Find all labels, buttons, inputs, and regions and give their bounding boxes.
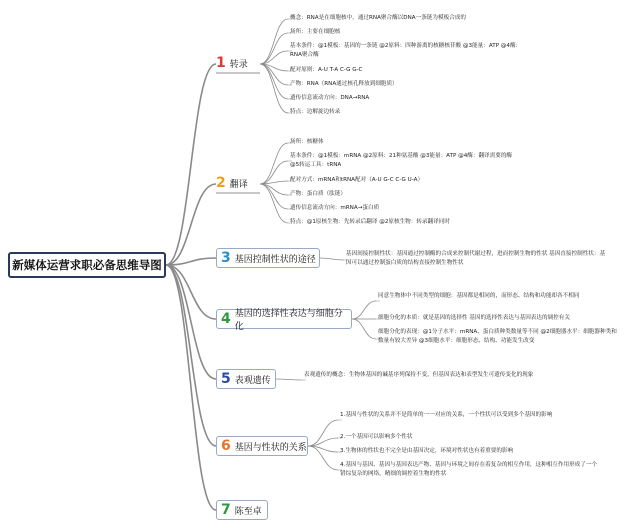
branch-leaf-connector — [260, 143, 288, 184]
leaf-text: 基本条件：@1模板：mRNA @2原料：21种氨基酸 @3能量：ATP @4酶：翻译需要的酶 @5转运工具：tRNA — [290, 153, 513, 168]
leaf-text: 遗传信息流动方向：mRNA→蛋白质 — [290, 205, 380, 211]
leaf-text: 产物：蛋白质（肽链） — [290, 191, 346, 197]
root-branch-connector — [166, 184, 216, 265]
root-branch-connector — [166, 265, 216, 510]
leaf-text: 产物：RNA（RNA通过核孔释放到细胞质） — [290, 81, 398, 87]
leaf-text: 3.生物体的性状也不完全是由基因决定，环境对性状也有着重要的影响 — [340, 448, 514, 454]
leaf-text: 场所：主要在细胞核 — [290, 29, 341, 35]
leaf-text: 特点：@1原核生物：先转录后翻译 @2原核生物：转录翻译同时 — [290, 219, 450, 225]
leaf-text: 4.基因与基因、基因与基因表达产物、基因与环境之间存在着复杂的相互作用，这种相互作用形成了一个错综复杂的网络，精细的调控着生物的性状 — [340, 462, 598, 477]
leaf-text: 基因间接控制性状：基因通过控制酶的合成来控制代谢过程，进而控制生物的性状 基因直接控制性状：基因可以通过控制蛋白质的结构直接控制生物性状 — [346, 251, 606, 266]
branch-number: 6 — [221, 438, 231, 454]
branch-number: 1 — [216, 55, 226, 71]
branch-node-transcription — [216, 54, 260, 74]
leaf-text: 遗传信息流动方向：DNA→RNA — [290, 95, 370, 101]
branch-node-author — [216, 500, 268, 520]
leaf-text: 同意生物体中不同类型的细胞：基因都是相同的，而形态、结构和功能却各不相同 — [378, 293, 580, 299]
branch-leaf-connector — [260, 33, 288, 64]
branch-label: 翻译 — [229, 179, 248, 190]
branch-leaf-connector — [260, 64, 288, 113]
leaf-text: 表观遗传的概念：生物体基因的碱基序列保持不变，但基因表达和表型发生可遗传变化的现象 — [304, 372, 534, 378]
branch-node-gene-control — [216, 248, 320, 268]
branch-leaf-connector — [320, 258, 344, 260]
branch-number: 4 — [221, 311, 231, 327]
leaf-text: 基本条件：@1模板：基因的一条链 @2原料：四种游离的核糖核苷酸 @3能量：ATP @4酶：RNA聚合酶 — [290, 43, 522, 58]
root-title: 新媒体运营求职必备思维导图 — [12, 258, 162, 272]
branch-node-translation — [216, 174, 260, 194]
branch-node-gene-trait — [216, 436, 308, 456]
branch-node-selective-expression — [216, 309, 352, 332]
branch-leaf-connector — [260, 184, 288, 209]
leaf-text: 细胞分化的本质：就是基因的选择性 基因的选择性表达与基因表达的调控有关 — [378, 315, 570, 321]
root-node — [8, 252, 166, 278]
leaf-text: 概念：RNA是在细胞核中，通过RNA聚合酶以DNA一条链为模板合成的 — [290, 15, 466, 21]
branch-label: 基因与性状的关系 — [234, 442, 307, 453]
leaf-text: 1.基因与性状的关系并不是简单的一一对应的关系，一个性状可以受到多个基因的影响 — [340, 412, 553, 418]
branch-number: 2 — [216, 175, 226, 191]
leaf-text: 配对原则：A-U T-A C-G G-C — [290, 67, 363, 73]
branch-leaf-connector — [352, 319, 376, 339]
branch-leaf-connector — [276, 379, 302, 380]
leaf-text: 场所：核糖体 — [290, 139, 324, 145]
branch-leaf-connector — [308, 446, 338, 470]
leaf-text: 2.一个基因可以影响多个性状 — [340, 434, 413, 440]
branch-number: 7 — [221, 502, 231, 518]
branch-label: 表观遗传 — [234, 375, 271, 386]
branch-leaf-connector — [352, 301, 376, 319]
branch-label: 基因的选择性表达与细胞分化 — [234, 309, 343, 332]
root-branch-connector — [166, 64, 216, 265]
leaf-text: 配对方式：mRNA和tRNA配对（A-U G-C C-G U-A） — [290, 177, 424, 183]
leaf-text: 特点：边解旋边转录 — [290, 109, 341, 115]
branch-label: 转录 — [229, 59, 248, 70]
branch-node-epigenetics — [216, 369, 276, 389]
leaf-text: 细胞分化的表现：@1分子水平：mRNA、蛋白质种类数量等不同 @2细胞器水平：细胞器种类和数量有较大差异 @3细胞水平：细胞形态、结构、功能发生改变 — [378, 329, 617, 344]
branch-label: 基因控制性状的途径 — [234, 254, 316, 265]
branch-leaf-connector — [260, 64, 288, 99]
branch-number: 5 — [221, 371, 231, 387]
root-branch-connector — [166, 265, 216, 379]
branch-number: 3 — [221, 250, 231, 266]
branch-label: 陈至卓 — [234, 506, 262, 517]
